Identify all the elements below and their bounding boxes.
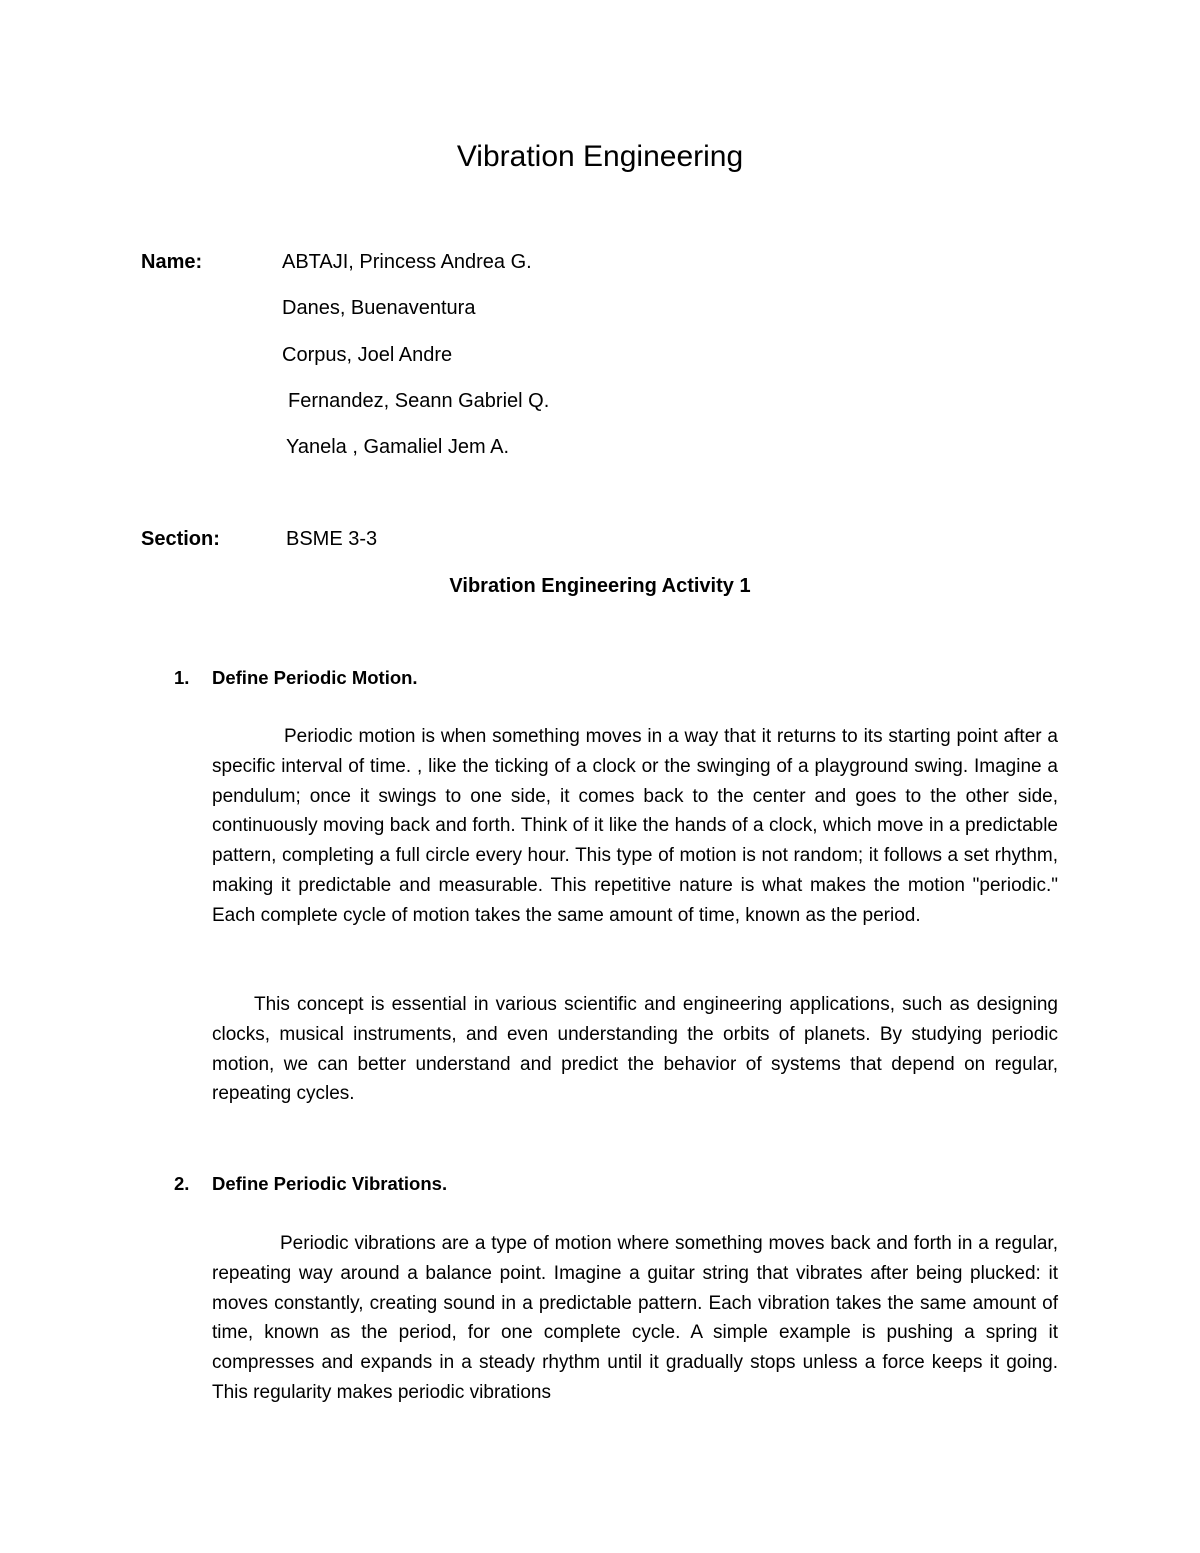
answer-paragraph: Periodic vibrations are a type of motion where something moves back and forth in a regular, repeating way around a balance point. Imagine a guitar string that vibrates after being plucked: it moves constantly, creating sound in a predictable pattern. Each vibration takes the same amount of time, known as the period, for one complete cycle. A simple example is pushing a spring it compresses and expands in a steady rhythm until it gradually stops unless a force keeps it going. This regularity makes periodic vibrations (212, 1233, 1058, 1403)
answer-paragraph: Periodic motion is when something moves in a way that it returns to its starting point after a specific interval of time. , like the ticking of a clock or the swinging of a playground swing. Imagine a pendulum; once it swings to one side, it comes back to the center and goes to the other side, continuously moving back and forth. Think of it like the hands of a clock, which move in a predictable pattern, completing a full circle every hour. This type of motion is not random; it follows a set rhythm, making it predictable and measurable. This repetitive nature is what makes the motion "periodic." Each complete cycle of motion takes the same amount of time, known as the period. (212, 726, 1058, 926)
document-title: Vibration Engineering (456, 140, 744, 173)
answer-paragraph: This concept is essential in various scientific and engineering applications, such as designing clocks, musical instruments, and even understanding the orbits of planets. By studying periodic motion, we can better understand and predict the behavior of systems that depend on regular, repeating cycles. (212, 994, 1058, 1105)
name-entry: Corpus, Joel Andre (282, 344, 453, 366)
question-prompt: Define Periodic Motion. (212, 667, 418, 688)
section-label: Section: (141, 528, 220, 550)
name-entry: Danes, Buenaventura (282, 297, 476, 319)
name-entry: ABTAJI, Princess Andrea G. (282, 251, 532, 273)
question-number: 1. (174, 667, 190, 688)
section-value: BSME 3-3 (286, 528, 378, 550)
activity-title: Vibration Engineering Activity 1 (449, 575, 751, 597)
question-prompt: Define Periodic Vibrations. (212, 1173, 448, 1194)
name-entry: Yanela , Gamaliel Jem A. (286, 436, 510, 458)
name-entry: Fernandez, Seann Gabriel Q. (288, 390, 550, 412)
question-number: 2. (174, 1173, 190, 1194)
name-label: Name: (141, 251, 203, 273)
